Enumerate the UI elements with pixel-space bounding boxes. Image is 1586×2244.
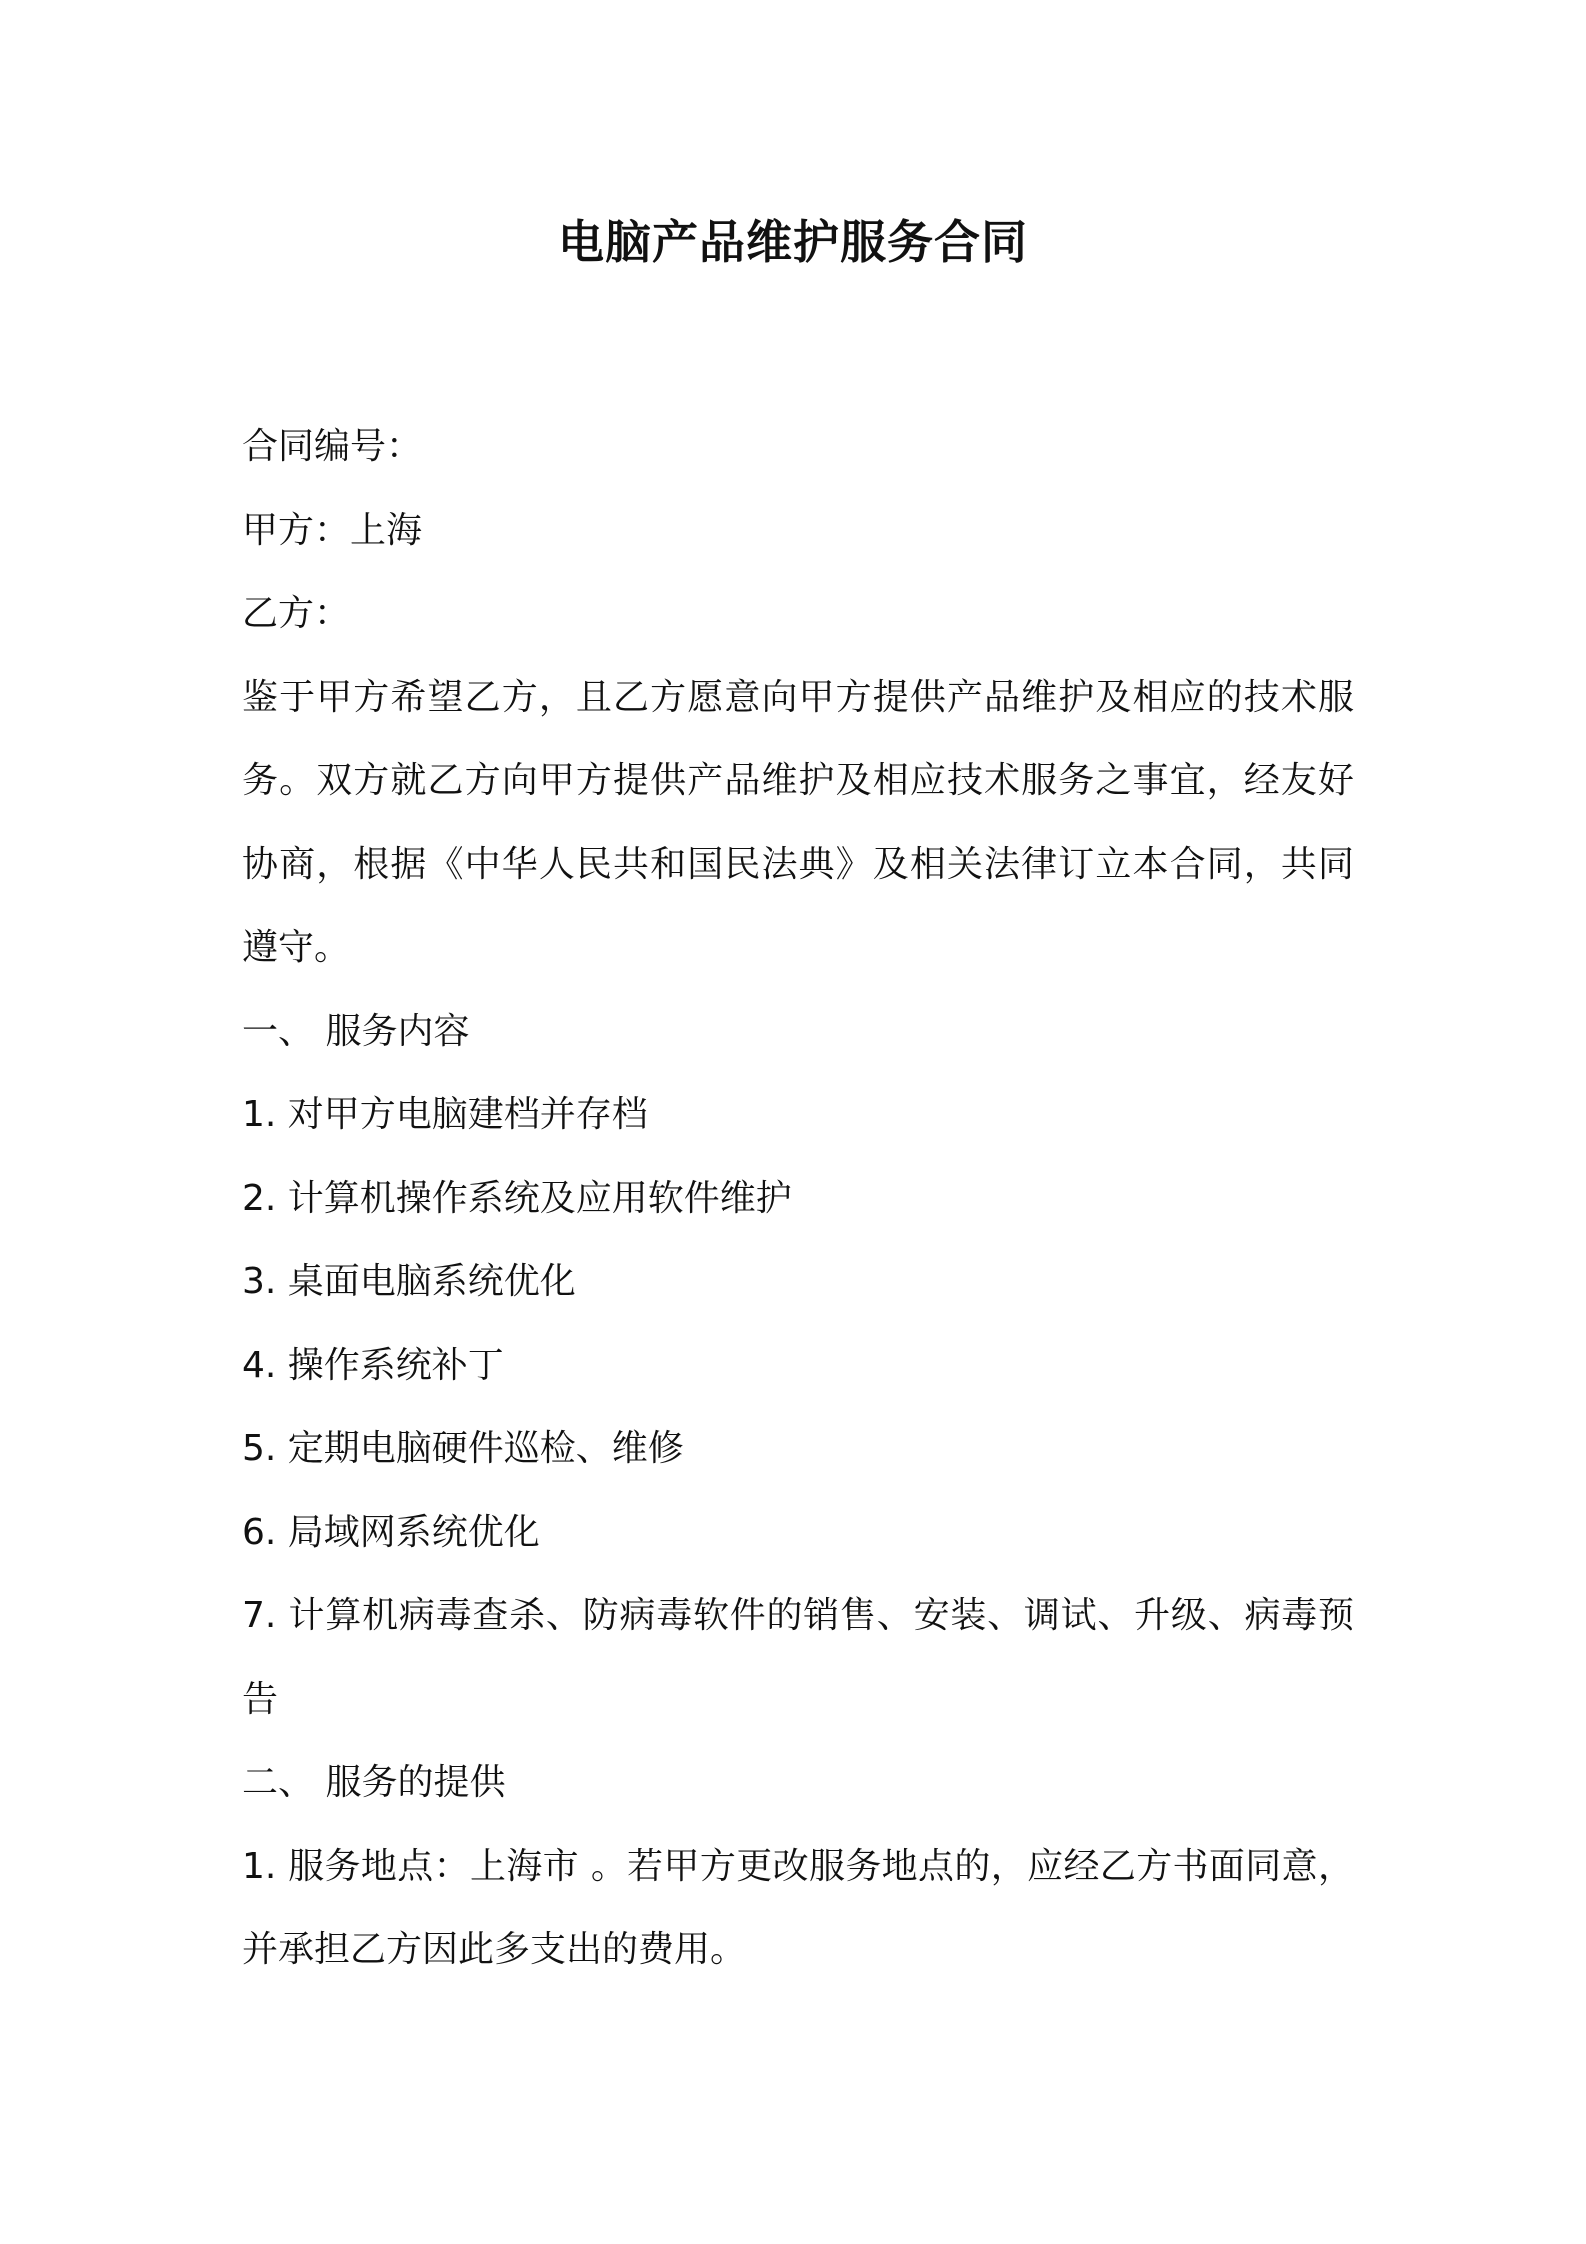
list-item: 7. 计算机病毒查杀、防病毒软件的销售、安装、调试、升级、病毒预告: [242, 1595, 1354, 1720]
list-item: 6. 局域网系统优化: [242, 1511, 540, 1553]
list-item: 2. 计算机操作系统及应用软件维护: [242, 1177, 792, 1219]
section-heading-service-content: 一、 服务内容: [242, 1010, 470, 1052]
document-title: 电脑产品维护服务合同: [558, 215, 1028, 269]
list-item: 1. 对甲方电脑建档并存档: [242, 1094, 648, 1135]
list-item: 3. 桌面电脑系统优化: [242, 1261, 576, 1302]
preamble-paragraph: 鉴于甲方希望乙方，且乙方愿意向甲方提供产品维护及相应的技术服务。双方就乙方向甲方提供产品维护及相应技术服务之事宜，经友好协商，根据《中华人民共和国民法典》及相关法律订立本合同，共同遵守。: [242, 676, 1354, 968]
list-item: 1. 服务地点：上海市 。若甲方更改服务地点的，应经乙方书面同意，并承担乙方因此多支出的费用。: [242, 1845, 1354, 1970]
section-heading-service-provision: 二、 服务的提供: [242, 1762, 506, 1803]
party-a: 甲方：上海: [242, 509, 423, 551]
contract-number-label: 合同编号：: [242, 426, 423, 467]
document-body: [242, 405, 1354, 1992]
party-b: 乙方：: [242, 593, 351, 634]
list-item: 4. 操作系统补丁: [242, 1344, 504, 1386]
list-item: 5. 定期电脑硬件巡检、维修: [242, 1428, 684, 1469]
